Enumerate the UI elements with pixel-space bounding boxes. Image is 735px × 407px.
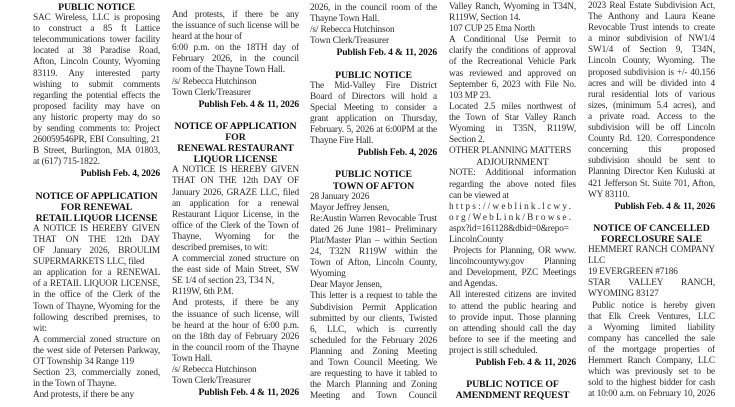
- notice-paragraph: [310, 280, 437, 291]
- text-line: proposed facility may have on: [33, 101, 160, 112]
- text-line: 103 MP 23.: [449, 90, 491, 101]
- publish-date: Publish Feb. 4 & 11, 2026: [198, 387, 299, 399]
- text-line: regarding the potential effects the: [33, 90, 160, 101]
- text-line: are requesting to have it tabled to: [310, 369, 437, 380]
- text-line: a minor subdivision of NW1/4: [588, 34, 715, 45]
- notice-heading: [449, 157, 576, 168]
- text-line: Town Clerk/Treasurer: [172, 87, 251, 98]
- text-line: at (617) 715-1822.: [33, 157, 100, 168]
- publish-date: Publish Feb. 4, 2026: [357, 147, 437, 159]
- text-line: Dear Mayor Jensen,: [310, 280, 382, 291]
- text-line: subdivision should be sent to: [588, 156, 715, 167]
- text-line: of the mortgage properties of: [588, 344, 715, 355]
- notice-paragraph: [449, 290, 576, 357]
- text-line: company has cancelled the sale: [588, 333, 715, 344]
- text-line: the east side of Main Street, SW: [172, 265, 299, 276]
- text-line: HEMMERT RANCH COMPANY: [588, 245, 715, 256]
- text-line: February 2026, in the council: [172, 54, 299, 65]
- text-line: of the Recreational Vehicle Park: [449, 57, 576, 68]
- text-line: Plat/Master Plan – within Section: [310, 235, 437, 246]
- text-line: to construct a 85 ft Lattice: [33, 24, 160, 35]
- text-line: sizes, (minimum 5.4 acres), and: [588, 100, 715, 111]
- text-line: [310, 402, 437, 407]
- text-line: RETAIL LIQUOR LICENSE: [35, 212, 158, 224]
- text-line: that Elk Creek Ventures, LLC: [588, 311, 715, 322]
- text-line: and Town Council Meeting. We: [310, 358, 437, 368]
- notice-paragraph: [310, 291, 437, 407]
- notice-paragraph: [172, 43, 299, 76]
- notice-paragraph: [449, 35, 576, 102]
- text-line: County Rd. 120. Correspondence: [588, 134, 715, 145]
- text-line: any historic property may do so: [33, 112, 160, 123]
- text-line: Mayor Jeffrey Jensen,: [310, 202, 390, 213]
- text-line: January 2026, GRAZE LLC, filed: [172, 187, 299, 198]
- text-line: 28 January 2026: [310, 191, 370, 202]
- text-line: a private road. Access to the: [588, 111, 715, 122]
- text-line: STAR VALLEY RANCH,: [588, 278, 715, 289]
- text-line: /s/ Rebecca Hutchinson: [172, 76, 257, 87]
- text-line: to attend the public hearing and: [449, 301, 576, 312]
- text-line: before to see if the meeting and: [449, 334, 576, 345]
- text-line: The Anthony and Laura Keane: [588, 12, 715, 23]
- notice-paragraph: [310, 36, 437, 47]
- text-line: NOTICE OF CANCELLED: [593, 222, 710, 234]
- text-line: OF January 2026, BROULIM: [33, 246, 160, 257]
- text-line: the west side of Petersen Parkway,: [33, 345, 160, 356]
- text-line: 2026, in the council room of the: [310, 3, 437, 13]
- notice-paragraph: [172, 298, 299, 365]
- text-line: wishing to submit comments: [33, 79, 160, 90]
- text-line: NOTICE OF APPLICATION: [174, 120, 297, 132]
- notice-paragraph: [310, 81, 437, 148]
- text-line: SW1/4 of Section 9, T34N,: [588, 45, 715, 56]
- text-line: of a RETAIL LIQUOR LICENSE,: [33, 279, 160, 290]
- text-line: Thayne Fire Hall.: [310, 136, 374, 147]
- column-4: [449, 2, 576, 401]
- text-line: org/WebLink/Browse.: [449, 212, 574, 223]
- text-line: All interested citizens are invited: [449, 290, 576, 301]
- text-line: February. 5, 2026 at 6:00PM at the: [310, 125, 437, 136]
- text-line: on the 18th day of February 2026: [172, 331, 299, 342]
- notice-paragraph: [310, 192, 437, 203]
- text-line: A NOTICE IS HEREBY GIVEN: [172, 165, 299, 176]
- notice-paragraph: [449, 202, 576, 224]
- text-line: Town of Thayne, Wyoming for the: [33, 301, 160, 312]
- text-line: Town of Afton, Lincoln County,: [310, 258, 437, 269]
- text-line: following described premises, to: [33, 312, 160, 323]
- text-line: AMENDMENT REQUEST: [455, 390, 570, 402]
- text-line: ADJOURNMENT: [476, 157, 549, 169]
- text-line: NOTE: Additional information: [449, 168, 576, 179]
- text-line: the Town of Star Valley Ranch: [449, 112, 576, 123]
- column-2: [172, 10, 299, 398]
- text-line: to provide input. Those planning: [449, 312, 576, 323]
- text-line: 260059546PR, EBI Consulting, 21: [33, 135, 160, 146]
- text-line: R119W, 6th P.M.: [172, 287, 234, 298]
- text-line: Valley Ranch, Wyoming in T34N,: [449, 2, 576, 12]
- notice-heading: [172, 121, 299, 165]
- text-line: an application for a renewal: [172, 198, 299, 209]
- text-line: LincolnCounty: [449, 234, 504, 245]
- text-line: rural residential lots of various: [588, 89, 715, 100]
- text-line: concerning this proposed: [588, 145, 715, 156]
- text-line: can be viewed at: [449, 190, 509, 201]
- text-line: PUBLIC NOTICE: [335, 169, 412, 181]
- text-line: be heard at the hour of 6:00 p.m.: [172, 320, 299, 331]
- text-line: OTHER PLANNING MATTERS: [449, 146, 572, 157]
- spacer: [310, 58, 437, 69]
- text-line: in the Town of Thayne.: [33, 379, 117, 390]
- notice-paragraph: [310, 214, 437, 281]
- text-line: by sending comments to: Project: [33, 124, 160, 135]
- notice-heading: [33, 191, 160, 224]
- notice-paragraph: [33, 13, 160, 168]
- notice-paragraph: [588, 245, 715, 267]
- text-line: The Mid-Valley Fire District: [310, 80, 437, 91]
- notice-paragraph: [310, 25, 437, 36]
- text-line: A commercial zoned structure on: [172, 254, 299, 265]
- text-line: A commercial zoned structure on: [33, 334, 160, 345]
- notice-heading: [588, 223, 715, 245]
- text-line: proposed subdivision is +/- 40.156: [588, 67, 715, 78]
- notice-paragraph: [172, 88, 299, 99]
- notice-paragraph: [172, 254, 299, 287]
- text-line: RENEWAL RESTAURANT: [177, 143, 294, 155]
- text-line: aspx?id=161128&dbid=0&repo=: [449, 223, 569, 234]
- notice-paragraph: [172, 376, 299, 387]
- text-line: Subdivision Permit Application: [310, 302, 437, 313]
- text-line: an application for a RENEWAL: [33, 268, 160, 279]
- text-line: 19 EVERGREEN #7186: [588, 267, 678, 278]
- text-line: Wyoming in T35N, R119W,: [449, 124, 576, 135]
- text-line: Board of Directors will hold a: [310, 91, 437, 102]
- publish-date: Publish Feb. 4 & 11, 2026: [336, 47, 437, 59]
- text-line: subdivision will be off Lincoln: [588, 123, 715, 134]
- text-line: project is still scheduled.: [449, 345, 538, 356]
- text-line: acres and will be divided into 4: [588, 78, 715, 89]
- spacer: [310, 158, 437, 169]
- text-line: 421 Jefferson St. Suite 701, Afton,: [588, 178, 715, 189]
- text-line: Located 2.5 miles northwest of: [449, 101, 576, 112]
- text-line: NOTICE OF APPLICATION: [35, 190, 158, 202]
- text-line: 6:00 p.m. on the 18TH day of: [172, 43, 299, 54]
- text-line: LIQUOR LICENSE: [193, 154, 278, 166]
- text-line: PUBLIC NOTICE: [335, 69, 412, 81]
- text-line: in the office of the Clerk of the: [33, 290, 160, 301]
- text-line: the issuance of such license, will: [172, 309, 299, 320]
- column-3: [310, 3, 437, 407]
- text-line: OT Township 34 Range 119: [33, 357, 134, 367]
- text-line: telecommunications tower facility: [33, 35, 160, 46]
- notice-paragraph: [588, 1, 715, 201]
- text-line: SE 1/4 of section 23, T34 N,: [172, 276, 275, 287]
- notice-paragraph: [588, 278, 715, 300]
- spacer: [449, 368, 576, 379]
- text-line: Re:Austin Warren Revocable Trust: [310, 213, 437, 224]
- text-line: THAT ON THE 12th DAY: [33, 234, 160, 245]
- notice-paragraph: [449, 24, 576, 35]
- notice-paragraph: [172, 365, 299, 376]
- text-line: submitted by our clients, Twisted: [310, 313, 437, 324]
- notice-heading: [310, 169, 437, 191]
- text-line: R119W, Section 14.: [449, 13, 521, 24]
- text-line: on attending should call the day: [449, 323, 576, 334]
- text-line: /s/ Rebecca Hutchinson: [172, 365, 257, 375]
- text-line: This letter is a request to table the: [310, 291, 437, 302]
- publish-date: Publish Feb. 4 & 11, 2026: [198, 98, 299, 110]
- text-line: wit:: [33, 323, 47, 334]
- notice-paragraph: [33, 224, 160, 268]
- text-line: https://weblink.lcwy.: [449, 201, 574, 212]
- notice-paragraph: [310, 3, 437, 25]
- text-line: Public notice is hereby given: [592, 300, 715, 311]
- notice-paragraph: [588, 267, 715, 278]
- text-line: And protests, if there be any: [172, 10, 299, 20]
- text-line: A NOTICE IS HEREBY GIVEN: [33, 223, 160, 234]
- text-line: the March Planning and Zoning: [310, 380, 437, 391]
- spacer: [33, 180, 160, 191]
- text-line: Town Hall.: [172, 353, 213, 364]
- text-line: was reviewed and approved on: [449, 68, 576, 79]
- notice-paragraph: [172, 287, 299, 298]
- text-line: which was previously set to be: [588, 367, 715, 378]
- column-1: [33, 2, 160, 401]
- publish-date: Publish Feb. 4 & 11, 2026: [614, 200, 715, 212]
- publish-date: Publish Feb. 4, 2026: [80, 168, 160, 180]
- text-line: September 6, 2023 with File No.: [449, 79, 576, 90]
- text-line: dated 26 June 1981– Preliminary: [310, 224, 437, 235]
- notice-heading: [449, 379, 576, 401]
- notice-paragraph: [33, 268, 160, 335]
- text-line: WY 83110.: [588, 189, 630, 200]
- spacer: [172, 110, 299, 121]
- text-line: PUBLIC NOTICE OF: [466, 379, 559, 391]
- text-line: located at 38 Paradise Road,: [33, 46, 160, 57]
- text-line: Town Clerk/Treasurer: [310, 36, 389, 47]
- notice-paragraph: [588, 301, 715, 406]
- notice-paragraph: [449, 235, 576, 246]
- notice-paragraph: [172, 10, 299, 43]
- notice-paragraph: [172, 77, 299, 88]
- text-line: Planning and Zoning Meeting: [310, 346, 437, 357]
- text-line: PUBLIC NOTICE: [58, 2, 135, 13]
- text-line: Afton, Lincoln County, Wyoming: [33, 57, 160, 68]
- text-line: TOWN OF AFTON: [332, 180, 415, 192]
- text-line: Town Clerk/Treasurer: [172, 376, 251, 387]
- notice-paragraph: [449, 246, 576, 290]
- notice-heading: [310, 70, 437, 81]
- text-line: Special Meeting to consider a: [310, 102, 437, 113]
- text-line: SAC Wireless, LLC is proposing: [33, 13, 160, 24]
- text-line: and Development, PZC Meetings: [449, 268, 576, 279]
- notice-paragraph: [172, 165, 299, 254]
- text-line: lincolncountywy.gov Planning: [449, 257, 576, 268]
- text-line: and Agendas.: [449, 279, 498, 290]
- text-line: [588, 400, 715, 405]
- notice-paragraph: [449, 146, 576, 157]
- notice-paragraph: [449, 102, 576, 146]
- text-line: Planning Director Ken Kuluski at: [588, 167, 715, 178]
- text-line: at 10:00 a.m. on February 10, 2026: [588, 389, 715, 400]
- spacer: [588, 212, 715, 223]
- notice-paragraph: [310, 203, 437, 214]
- text-line: Section 23, commercially zoned,: [33, 368, 160, 379]
- text-line: Revocable Trust intends to create: [588, 23, 715, 34]
- text-line: /s/ Rebecca Hutchinson: [310, 25, 395, 36]
- notice-paragraph: [33, 368, 160, 390]
- text-line: in the council room of the Thayne: [172, 342, 299, 353]
- text-line: sold to the highest bidder for cash: [588, 378, 715, 389]
- text-line: LLC: [588, 256, 606, 267]
- text-line: room of the Thayne Town Hall.: [172, 65, 285, 76]
- text-line: heard at the hour of: [172, 32, 242, 43]
- text-line: Meeting and Town Council: [310, 391, 437, 402]
- text-line: THAT ON THE 12th DAY OF: [172, 176, 299, 187]
- text-line: Restaurant Liquor License, in the: [172, 209, 299, 220]
- publish-date: Publish Feb. 4 & 11, 2026: [475, 357, 576, 368]
- notice-paragraph: [449, 168, 576, 201]
- text-line: described premises, to wit:: [172, 242, 268, 253]
- text-line: a Wyoming limited liability: [588, 322, 715, 333]
- text-line: grant application on Thursday,: [310, 113, 437, 124]
- text-line: And protests, if there be any: [33, 390, 134, 401]
- text-line: 83119. Any interested party: [33, 68, 160, 79]
- text-line: Thayne Town Hall.: [310, 14, 380, 25]
- notice-paragraph: [33, 335, 160, 368]
- notice-heading: [33, 2, 160, 13]
- text-line: clarify the conditions of approval: [449, 46, 576, 57]
- text-line: Lincoln County, Wyoming. The: [588, 56, 715, 67]
- text-line: the issuance of such license will be: [172, 21, 299, 32]
- notice-paragraph: [449, 224, 576, 235]
- text-line: SUPERMARKETS LLC, filed: [33, 257, 145, 268]
- text-line: B Street, Burlington, MA 01803,: [33, 146, 160, 157]
- text-line: Thayne, Wyoming for the: [172, 231, 299, 242]
- text-line: Hemmert Ranch Company, LLC: [588, 356, 715, 366]
- text-line: 107 CUP 25 Etna North: [449, 24, 535, 35]
- text-line: 24, T32N R119W within the: [310, 247, 437, 258]
- text-line: FOR RENEWAL: [60, 201, 133, 213]
- text-line: And protests, if there be any: [172, 298, 299, 309]
- text-line: 6, LLC, which is currently: [310, 324, 437, 335]
- text-line: Projects for Planning, OR www.: [453, 246, 576, 257]
- text-line: scheduled for the February 2026: [310, 335, 437, 346]
- text-line: Section 2.: [449, 135, 485, 146]
- text-line: A Conditional Use Permit to: [449, 35, 576, 46]
- text-line: FORECLOSURE SALE: [600, 233, 703, 245]
- text-line: 2023 Real Estate Subdivision Act,: [588, 1, 715, 11]
- text-line: Wyoming: [310, 269, 346, 280]
- text-line: FOR: [225, 132, 246, 144]
- column-5: [588, 1, 715, 405]
- text-line: office of the Clerk of the Town of: [172, 220, 299, 231]
- text-line: WYOMING 83127: [588, 289, 659, 300]
- notice-paragraph: [449, 2, 576, 24]
- text-line: regarding the above noted files: [449, 179, 576, 190]
